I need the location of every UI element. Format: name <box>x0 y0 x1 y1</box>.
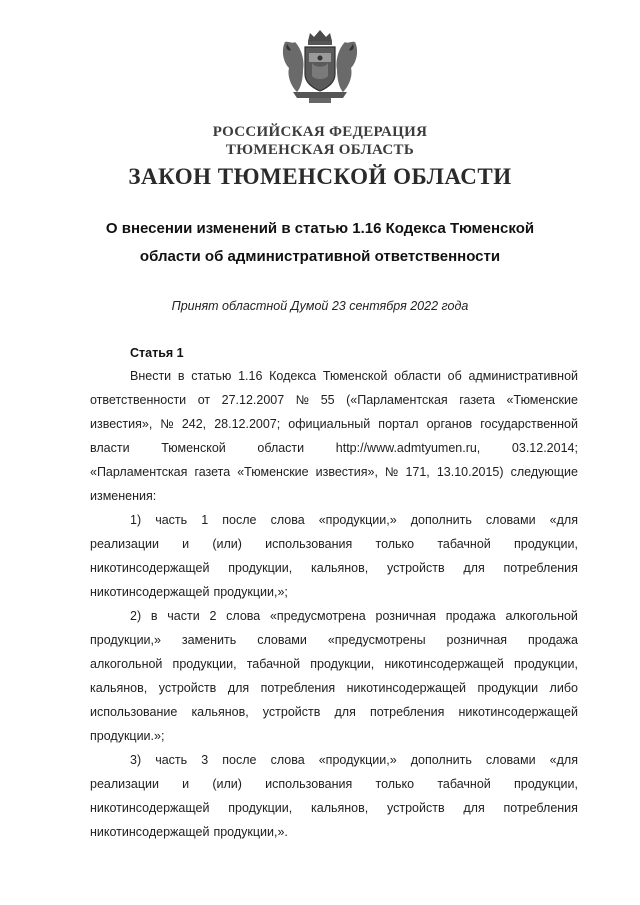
article-line: изменения: <box>90 489 157 503</box>
article-line: 3) часть 3 после слова «продукции,» дополнить словами «для <box>130 753 578 767</box>
law-title: ЗАКОН ТЮМЕНСКОЙ ОБЛАСТИ <box>128 164 512 189</box>
article-line: использование кальянов, устройств для потребления никотинсодержащей <box>90 705 578 719</box>
federation-heading: РОССИЙСКАЯ ФЕДЕРАЦИЯ <box>212 124 428 140</box>
article-line: реализации и (или) использования только табачной продукции, <box>90 777 578 791</box>
article-line: ответственности от 27.12.2007 № 55 («Парламентская газета «Тюменские <box>90 393 578 407</box>
tyumen-coat-of-arms-icon <box>279 28 361 106</box>
adoption-note: Принят областной Думой 23 сентября 2022 года <box>171 299 469 313</box>
article-line: никотинсодержащей продукции,». <box>90 825 288 839</box>
article-line: власти Тюменской области http://www.admtyumen.ru, 03.12.2014; <box>90 441 578 455</box>
article-line: никотинсодержащей продукции,»; <box>90 585 288 599</box>
article-line: кальянов, устройств для потребления никотинсодержащей продукции либо <box>90 681 578 695</box>
article-line: Внести в статью 1.16 Кодекса Тюменской области об административной <box>130 369 578 383</box>
article-line: «Парламентская газета «Тюменские известия», № 171, 13.10.2015) следующие <box>90 465 578 479</box>
article-line: алкогольной продукции, табачной продукции, никотинсодержащей продукции, <box>90 657 578 671</box>
article-line: продукции.»; <box>90 729 165 743</box>
document-title-line-2: области об административной ответственности <box>139 248 501 265</box>
article-line: продукции,» заменить словами «предусмотрены розничная продажа <box>90 633 578 647</box>
article-line: никотинсодержащей продукции, кальянов, устройств для потребления <box>90 561 578 575</box>
article-heading: Статья 1 <box>130 346 184 360</box>
article-line: никотинсодержащей продукции, кальянов, устройств для потребления <box>90 801 578 815</box>
article-line: известия», № 242, 28.12.2007; официальный портал органов государственной <box>90 417 578 431</box>
region-heading: ТЮМЕНСКАЯ ОБЛАСТЬ <box>225 142 415 158</box>
article-line: 2) в части 2 слова «предусмотрена розничная продажа алкогольной <box>130 609 578 623</box>
article-line: 1) часть 1 после слова «продукции,» дополнить словами «для <box>130 513 578 527</box>
document-title-line-1: О внесении изменений в статью 1.16 Кодекса Тюменской <box>105 220 535 237</box>
article-line: реализации и (или) использования только табачной продукции, <box>90 537 578 551</box>
